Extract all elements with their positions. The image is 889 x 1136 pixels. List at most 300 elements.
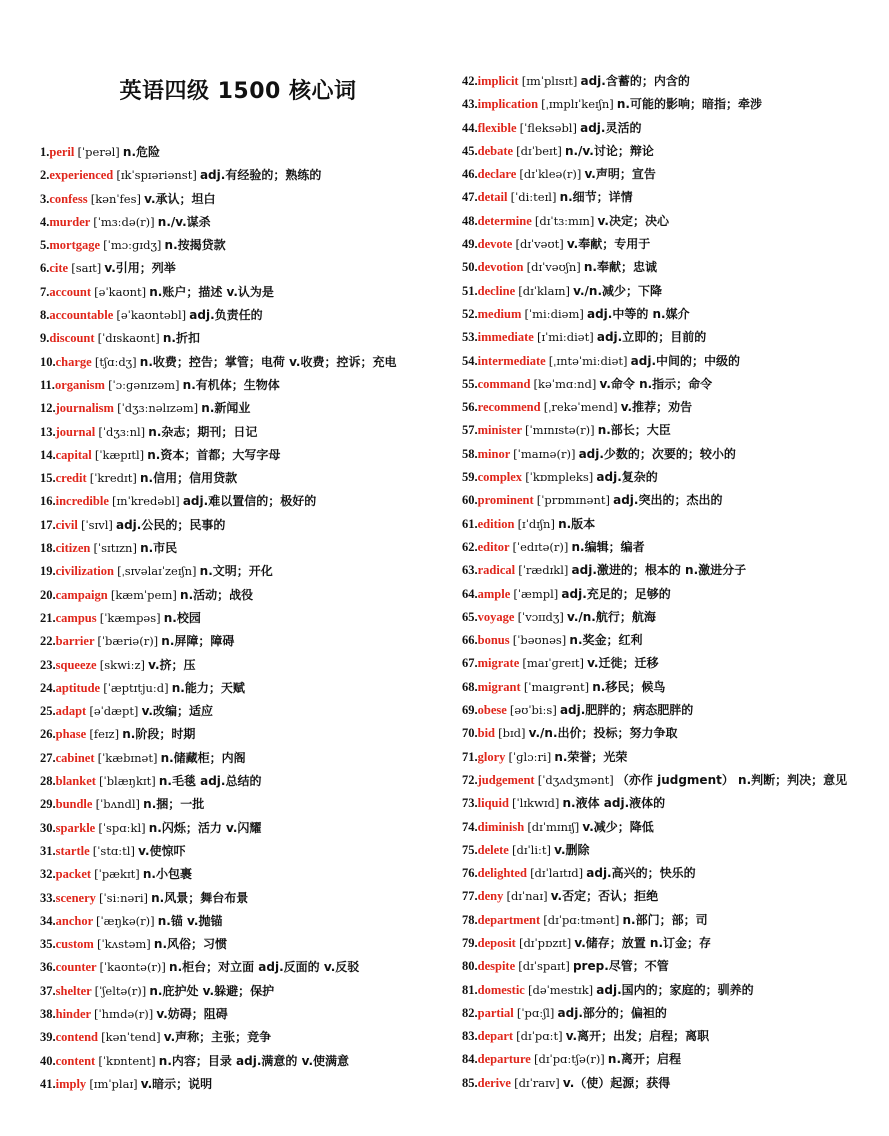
vocab-entry: [40, 747, 460, 770]
entry-number: 48.: [462, 213, 478, 228]
entry-phonetic: [tʃɑːdʒ]: [94, 354, 137, 369]
entry-word: barrier: [55, 634, 95, 649]
entry-word: intermediate: [477, 353, 546, 368]
entry-definition: v.奉献；专用于: [566, 237, 651, 252]
entry-word: murder: [49, 214, 91, 229]
entry-phonetic: [ˈstɑːtl]: [92, 843, 135, 858]
vocab-entry: [462, 140, 882, 163]
vocab-entry: [40, 793, 460, 816]
entry-word: glory: [477, 749, 506, 764]
vocab-entry: [40, 467, 460, 490]
entry-phonetic: [ˈkæbɪnət]: [97, 750, 158, 765]
entry-word: incredible: [55, 494, 109, 509]
entry-definition: v.（使）起源；获得: [562, 1075, 671, 1090]
entry-definition: （亦作 judgment） n.判断；判决；意见: [616, 772, 848, 787]
entry-word: voyage: [477, 609, 515, 624]
entry-phonetic: [ˈsɪtɪzn]: [93, 541, 137, 556]
vocab-entry: [462, 629, 882, 652]
entry-word: cabinet: [55, 750, 95, 765]
entry-phonetic: [saɪt]: [71, 261, 102, 276]
entry-number: 5.: [40, 238, 50, 253]
entry-phonetic: [dɪˈkleə(r)]: [519, 167, 582, 182]
entry-word: domestic: [477, 982, 525, 997]
entry-phonetic: [kənˈtend]: [101, 1030, 161, 1045]
entry-phonetic: [ˌɪntəˈmiːdiət]: [548, 353, 628, 368]
entry-phonetic: [ɪmˈplɪsɪt]: [521, 74, 578, 88]
entry-definition: n.内容；目录 adj.满意的 v.使满意: [158, 1053, 350, 1068]
vocab-entry: [462, 932, 882, 955]
entry-number: 28.: [40, 774, 56, 789]
entry-definition: adj.突出的；杰出的: [613, 493, 723, 508]
entry-definition: n.账户；描述 v.认为是: [149, 284, 274, 299]
entry-phonetic: [ˈrædɪkl]: [518, 563, 569, 578]
entry-word: edition: [477, 516, 515, 531]
entry-phonetic: [ˈkæmpəs]: [99, 610, 161, 625]
entry-phonetic: [ˈmɜːdə(r)]: [93, 214, 155, 229]
entry-number: 17.: [40, 517, 56, 532]
entry-number: 63.: [462, 563, 478, 578]
vocab-entry: [40, 654, 460, 677]
entry-number: 3.: [40, 191, 50, 206]
entry-definition: n.新闻业: [201, 401, 251, 416]
entry-number: 26.: [40, 727, 56, 742]
entry-phonetic: [dɪˈlaɪtɪd]: [530, 866, 584, 881]
entry-phonetic: [dɪˈraɪv]: [514, 1075, 560, 1090]
entry-word: organism: [54, 377, 105, 392]
entry-number: 21.: [40, 610, 56, 625]
entry-word: peril: [49, 145, 75, 159]
entry-definition: adj.高兴的；快乐的: [586, 866, 696, 881]
entry-phonetic: [ˈsɪvl]: [80, 517, 113, 532]
entry-definition: v.迁徙；迁移: [587, 656, 659, 671]
vocab-entry: [40, 490, 460, 513]
entry-word: civilization: [55, 564, 114, 579]
entry-definition: adj.灵活的: [580, 120, 642, 135]
entry-phonetic: [ɪkˈspɪəriənst]: [116, 168, 197, 183]
entry-word: imply: [55, 1076, 87, 1091]
entry-number: 14.: [40, 447, 56, 462]
entry-phonetic: [dɪˈnaɪ]: [506, 889, 548, 904]
entry-definition: n.部长；大臣: [597, 423, 671, 438]
entry-word: capital: [55, 447, 92, 462]
vocab-entry: [462, 559, 882, 582]
entry-word: shelter: [55, 983, 92, 998]
entry-definition: v.改编；适应: [141, 704, 213, 719]
entry-definition: n.柜台；对立面 adj.反面的 v.反驳: [169, 960, 360, 975]
entry-number: 38.: [40, 1006, 56, 1021]
entry-definition: adj.少数的；次要的；较小的: [578, 446, 736, 461]
entry-phonetic: [ˈɡlɔːri]: [508, 749, 552, 764]
entry-word: immediate: [477, 330, 534, 345]
entry-number: 79.: [462, 935, 478, 950]
entry-number: 68.: [462, 679, 478, 694]
entry-word: detail: [477, 190, 508, 205]
entry-word: cite: [49, 261, 69, 276]
entry-word: civil: [55, 517, 78, 532]
entry-number: 71.: [462, 749, 478, 764]
vocab-entry: [40, 887, 460, 910]
vocab-entry: [40, 327, 460, 350]
entry-word: bid: [477, 726, 496, 741]
entry-definition: n.收费；控告；掌管；电荷 v.收费；控诉；充电: [139, 354, 397, 369]
vocab-entry: [462, 280, 882, 303]
entry-number: 36.: [40, 960, 56, 975]
entry-word: declare: [477, 167, 517, 182]
entry-phonetic: [kæmˈpeɪn]: [110, 587, 177, 602]
entry-definition: adj.含蓄的；内含的: [580, 74, 690, 88]
entry-phonetic: [ˈmɪnɪstə(r)]: [524, 423, 595, 438]
entry-definition: v.使惊吓: [138, 843, 186, 858]
vocab-entry: [40, 980, 460, 1003]
entry-word: credit: [55, 471, 87, 486]
entry-phonetic: [ˈbʌndl]: [95, 797, 141, 812]
entry-phonetic: [ˈedɪtə(r)]: [512, 539, 569, 554]
entry-word: liquid: [477, 796, 509, 811]
entry-word: judgement: [477, 772, 535, 787]
entry-word: mortgage: [49, 238, 101, 253]
vocab-entry: [462, 909, 882, 932]
vocab-entry: [40, 863, 460, 886]
entry-number: 46.: [462, 167, 478, 182]
vocab-entry: [40, 840, 460, 863]
entry-definition: v.承认；坦白: [144, 191, 216, 206]
entry-word: startle: [55, 843, 90, 858]
entry-word: aptitude: [55, 680, 101, 695]
vocab-entry: [462, 583, 882, 606]
entry-phonetic: [ˈblæŋkɪt]: [99, 774, 156, 789]
entry-number: 27.: [40, 750, 56, 765]
entry-number: 33.: [40, 890, 56, 905]
entry-number: 80.: [462, 959, 478, 974]
entry-definition: n.液体 adj.液体的: [562, 796, 666, 811]
entry-number: 83.: [462, 1029, 478, 1044]
entry-number: 43.: [462, 97, 478, 112]
vocab-entry: [462, 93, 882, 116]
entry-definition: v.删除: [554, 842, 590, 857]
vocab-entry: [462, 722, 882, 745]
entry-word: ample: [477, 586, 511, 601]
vocab-entry: [40, 421, 460, 444]
entry-word: minor: [477, 446, 511, 461]
entry-definition: adj.中等的 n.媒介: [586, 306, 690, 321]
entry-phonetic: [ˈæŋkə(r)]: [96, 913, 155, 928]
entry-definition: v.挤；压: [148, 657, 196, 672]
vocab-entry: [462, 792, 882, 815]
entry-number: 81.: [462, 982, 478, 997]
vocab-entry: [40, 933, 460, 956]
entry-definition: adj.中间的；中级的: [630, 353, 741, 368]
entry-phonetic: [ɪˈmiːdiət]: [536, 330, 594, 345]
entry-word: anchor: [55, 913, 93, 928]
vocab-entry: [462, 117, 882, 140]
entry-phonetic: [ˈkredɪt]: [89, 471, 137, 486]
entry-number: 22.: [40, 634, 56, 649]
entry-word: scenery: [55, 890, 96, 905]
entry-phonetic: [dɪˈklaɪn]: [518, 283, 571, 298]
vocab-entry: [462, 513, 882, 536]
vocab-entry: [40, 817, 460, 840]
entry-definition: n.校园: [163, 610, 201, 625]
entry-number: 56.: [462, 400, 478, 415]
vocab-entry: [40, 607, 460, 630]
entry-word: flexible: [477, 120, 517, 135]
entry-word: content: [55, 1053, 96, 1068]
entry-definition: n.屏障；障碍: [161, 634, 235, 649]
entry-word: citizen: [55, 541, 91, 556]
vocab-list-left: [40, 141, 460, 1096]
vocab-entry: [462, 862, 882, 885]
entry-definition: adj.难以置信的；极好的: [182, 494, 317, 509]
entry-number: 45.: [462, 143, 478, 158]
entry-word: packet: [55, 867, 92, 882]
entry-definition: n./v.谋杀: [157, 214, 211, 229]
entry-number: 16.: [40, 494, 56, 509]
entry-phonetic: [ˈhɪndə(r)]: [93, 1006, 154, 1021]
entry-word: despite: [477, 959, 516, 974]
entry-phonetic: [ˈsiːnəri]: [99, 890, 148, 905]
entry-definition: v./n.减少；下降: [573, 283, 663, 298]
entry-number: 58.: [462, 446, 478, 461]
vocab-entry: [40, 723, 460, 746]
entry-phonetic: [ˈpækɪt]: [94, 867, 140, 882]
entry-number: 30.: [40, 820, 56, 835]
entry-definition: n.部门；部；司: [622, 912, 708, 927]
entry-phonetic: [ˈmaɪɡrənt]: [523, 679, 590, 694]
entry-definition: n.阶段；时期: [122, 727, 196, 742]
vocab-entry: [40, 234, 460, 257]
vocab-entry: [462, 955, 882, 978]
entry-word: bonus: [477, 633, 510, 648]
entry-definition: v.声明；宣告: [584, 167, 656, 182]
entry-word: contend: [55, 1030, 98, 1045]
vocab-entry: [462, 676, 882, 699]
entry-number: 18.: [40, 541, 56, 556]
vocab-entry: [462, 1048, 882, 1071]
entry-number: 24.: [40, 680, 56, 695]
entry-definition: n.移民；候鸟: [592, 679, 666, 694]
entry-word: accountable: [49, 308, 114, 323]
entry-number: 84.: [462, 1052, 478, 1067]
entry-word: command: [477, 376, 531, 391]
vocab-entry: [40, 281, 460, 304]
entry-word: editor: [477, 539, 510, 554]
entry-word: journalism: [55, 401, 114, 416]
entry-definition: n.荣誉；光荣: [554, 749, 628, 764]
entry-number: 13.: [40, 424, 56, 439]
entry-number: 67.: [462, 656, 478, 671]
entry-number: 39.: [40, 1030, 56, 1045]
entry-word: discount: [49, 331, 95, 346]
entry-definition: v./n.航行；航海: [566, 609, 656, 624]
entry-phonetic: [skwiːz]: [99, 657, 146, 672]
entry-phonetic: [ɪmˈplaɪ]: [89, 1076, 138, 1091]
entry-number: 55.: [462, 376, 478, 391]
vocab-entry: [462, 816, 882, 839]
entry-word: partial: [477, 1005, 514, 1020]
entry-definition: v.命令 n.指示；命令: [599, 376, 713, 391]
entry-word: devote: [477, 237, 513, 252]
entry-number: 41.: [40, 1076, 56, 1091]
entry-word: devotion: [477, 260, 524, 275]
entry-phonetic: [ˈdʒʌdʒmənt]: [537, 772, 614, 787]
vocab-entry: [462, 652, 882, 675]
entry-phonetic: [ˈkæpɪtl]: [94, 447, 145, 462]
entry-number: 77.: [462, 889, 478, 904]
entry-phonetic: [ˈvɔɪɪdʒ]: [517, 609, 564, 624]
vocab-entry: [462, 1002, 882, 1025]
entry-phonetic: [dəˈmestɪk]: [527, 982, 594, 997]
entry-word: experienced: [49, 168, 114, 183]
entry-number: 31.: [40, 843, 56, 858]
entry-word: charge: [55, 354, 92, 369]
entry-phonetic: [ˈæptɪtjuːd]: [103, 680, 169, 695]
entry-word: campus: [55, 610, 97, 625]
entry-number: 49.: [462, 237, 478, 252]
entry-phonetic: [kəˈmɑːnd]: [533, 376, 597, 391]
entry-phonetic: [dɪˈpɑːtmənt]: [543, 912, 620, 927]
vocab-entry: [462, 885, 882, 908]
entry-number: 35.: [40, 937, 56, 952]
entry-definition: n./v.讨论；辩论: [564, 143, 654, 158]
entry-definition: n.版本: [558, 516, 596, 531]
entry-phonetic: [dɪˈtɜːmɪn]: [534, 213, 595, 228]
entry-word: obese: [477, 703, 507, 718]
entry-phonetic: [əˈkaʊntəbl]: [116, 308, 187, 323]
entry-phonetic: [ˌɪmplɪˈkeɪʃn]: [541, 97, 614, 112]
entry-phonetic: [ˈdɪskaʊnt]: [97, 331, 160, 346]
vocab-entry: [40, 1073, 460, 1096]
entry-word: adapt: [55, 704, 87, 719]
entry-phonetic: [dɪˈspaɪt]: [518, 959, 570, 974]
vocab-entry: [462, 606, 882, 629]
entry-number: 42.: [462, 74, 478, 88]
entry-definition: n.活动；战役: [180, 587, 254, 602]
vocab-entry: [40, 397, 460, 420]
vocab-entry: [40, 1003, 460, 1026]
entry-word: determine: [477, 213, 532, 228]
entry-word: implication: [477, 97, 539, 112]
entry-word: implicit: [477, 74, 519, 88]
entry-word: account: [49, 284, 92, 299]
vocab-entry: [462, 1072, 882, 1095]
entry-number: 69.: [462, 703, 478, 718]
entry-word: diminish: [477, 819, 525, 834]
entry-definition: n.离开；启程: [607, 1052, 682, 1067]
entry-word: minister: [477, 423, 522, 438]
entry-number: 8.: [40, 308, 50, 323]
entry-phonetic: [dɪˈpɒzɪt]: [518, 935, 572, 950]
entry-definition: v.否定；否认；拒绝: [550, 889, 659, 904]
vocab-entry: [462, 303, 882, 326]
entry-definition: n.危险: [122, 145, 161, 159]
vocab-entry: [462, 443, 882, 466]
entry-definition: n.细节；详情: [559, 190, 633, 205]
vocab-entry: [40, 211, 460, 234]
entry-definition: adj.肥胖的；病态肥胖的: [559, 703, 694, 718]
entry-phonetic: [ˈpɑːʃl]: [516, 1005, 555, 1020]
entry-definition: adj.有经验的；熟练的: [199, 168, 322, 183]
entry-phonetic: [ɪˈdɪʃn]: [517, 516, 555, 531]
entry-word: depart: [477, 1029, 514, 1044]
entry-phonetic: [kənˈfes]: [90, 191, 141, 206]
entry-number: 2.: [40, 168, 50, 183]
entry-definition: n.可能的影响；暗指；牵涉: [616, 97, 762, 112]
entry-word: bundle: [55, 797, 93, 812]
entry-definition: n.风景；舞台布景: [151, 890, 249, 905]
vocab-entry: [40, 188, 460, 211]
vocab-entry: [462, 746, 882, 769]
entry-word: campaign: [55, 587, 108, 602]
entry-definition: v.暗示；说明: [140, 1076, 213, 1091]
vocab-entry: [462, 466, 882, 489]
entry-number: 9.: [40, 331, 50, 346]
entry-phonetic: [ˈdʒɜːnəlɪzəm]: [117, 401, 199, 416]
entry-phonetic: [ˌrekəˈmend]: [543, 400, 618, 415]
vocab-entry: [462, 769, 882, 792]
entry-phonetic: [ˈkʌstəm]: [96, 937, 151, 952]
entry-definition: v./n.出价；投标；努力争取: [528, 726, 678, 741]
entry-word: radical: [477, 563, 516, 578]
entry-word: debate: [477, 143, 514, 158]
entry-number: 23.: [40, 657, 56, 672]
entry-number: 73.: [462, 796, 478, 811]
entry-number: 62.: [462, 539, 478, 554]
entry-definition: n.市民: [140, 541, 178, 556]
entry-word: hinder: [55, 1006, 91, 1021]
vocab-entry: [40, 677, 460, 700]
entry-word: confess: [49, 191, 88, 206]
vocab-entry: [462, 396, 882, 419]
entry-number: 40.: [40, 1053, 56, 1068]
entry-phonetic: [ˈæmpl]: [513, 586, 559, 601]
entry-word: counter: [55, 960, 97, 975]
vocab-entry: [462, 233, 882, 256]
entry-word: decline: [477, 283, 516, 298]
entry-number: 50.: [462, 260, 478, 275]
entry-word: blanket: [55, 774, 96, 789]
vocab-entry: [40, 514, 460, 537]
entry-definition: n.折扣: [162, 331, 200, 346]
entry-word: recommend: [477, 400, 541, 415]
entry-phonetic: [ˈfleksəbl]: [519, 120, 577, 135]
entry-word: deposit: [477, 935, 516, 950]
entry-word: journal: [55, 424, 96, 439]
entry-number: 70.: [462, 726, 478, 741]
entry-word: delighted: [477, 866, 527, 881]
entry-number: 6.: [40, 261, 50, 276]
entry-number: 61.: [462, 516, 478, 531]
entry-definition: n.奖金；红利: [569, 633, 643, 648]
entry-definition: v.声称；主张；竞争: [163, 1030, 272, 1045]
vocab-entry: [462, 699, 882, 722]
vocab-entry: [462, 326, 882, 349]
entry-number: 10.: [40, 354, 56, 369]
vocab-entry: [462, 350, 882, 373]
vocab-entry: [40, 164, 460, 187]
entry-phonetic: [ˈperəl]: [77, 145, 120, 159]
entry-definition: n.闪烁；活力 v.闪耀: [148, 820, 262, 835]
vocab-entry: [462, 256, 882, 279]
entry-phonetic: [ˈmiːdiəm]: [524, 306, 584, 321]
entry-number: 53.: [462, 330, 478, 345]
entry-number: 12.: [40, 401, 56, 416]
vocab-entry: [40, 770, 460, 793]
entry-number: 82.: [462, 1005, 478, 1020]
vocab-entry: [40, 304, 460, 327]
entry-phonetic: [əˈkaʊnt]: [94, 284, 147, 299]
entry-definition: n.信用；信用贷款: [139, 471, 238, 486]
vocab-entry: [40, 560, 460, 583]
